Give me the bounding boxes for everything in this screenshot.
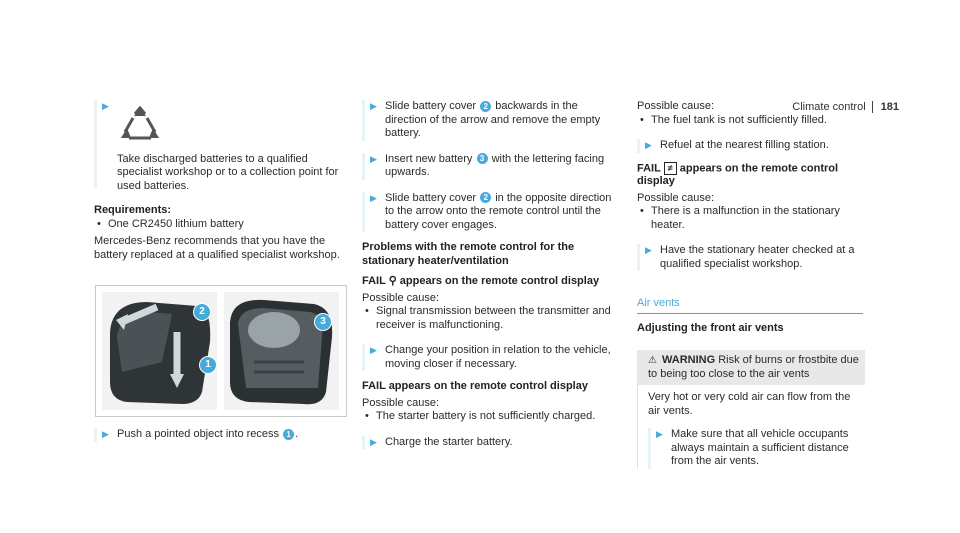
- callout-2: 2: [193, 303, 211, 321]
- fail-heater-heading: [637, 162, 865, 189]
- column-2: [362, 100, 620, 449]
- recycle-note: [94, 100, 342, 192]
- bullet-arrow-icon: ▶: [656, 429, 663, 440]
- step-text: Have the stationary heater checked at a qualified specialist workshop.: [660, 244, 855, 270]
- bullet-arrow-icon: ▶: [370, 436, 377, 447]
- recommend-text: Mercedes-Benz recommends that you have the battery replaced at a qualified specialist workshop.: [94, 235, 340, 261]
- bullet-arrow-icon: ▶: [645, 140, 652, 150]
- step-text: Insert new battery: [385, 152, 473, 165]
- step-maintain-distance: [648, 428, 865, 469]
- possible-cause-label: Possible cause:: [637, 191, 715, 204]
- step-change-position: [362, 344, 620, 371]
- bullet-arrow-icon: ▶: [370, 345, 377, 355]
- bullet-arrow-icon: ▶: [370, 153, 377, 164]
- cause-list: [362, 305, 620, 332]
- section-title: Climate control: [792, 101, 866, 113]
- bullet-arrow-icon: ▶: [370, 192, 377, 203]
- battery-figure: [95, 285, 347, 417]
- warning-label: WARNING: [662, 354, 716, 367]
- figure-right-panel: [224, 292, 339, 410]
- fail-signal-heading: FAIL ⚲ appears on the remote control display: [362, 275, 600, 287]
- cause-list: [362, 410, 620, 424]
- list-item: • Signal transmission between the transmitter and receiver is malfunctioning.: [376, 305, 620, 332]
- list-item: • The fuel tank is not sufficiently filled.: [651, 114, 865, 128]
- badge-2: 2: [480, 101, 491, 112]
- step-charge-battery: [362, 436, 620, 450]
- bullet-arrow-icon: ▶: [645, 245, 652, 256]
- recycle-icon: [117, 106, 163, 146]
- column-1: [94, 100, 342, 262]
- step-text: Make sure that all vehicle occupants always maintain a sufficient distance from the air vents.: [671, 428, 849, 468]
- warning-text: Risk of burns or frostbite due to being too close to the air vents: [648, 354, 859, 380]
- step-text: Slide battery cover: [385, 191, 477, 204]
- fail-battery-heading: FAIL appears on the remote control display: [362, 380, 588, 392]
- problems-heading: Problems with the remote control for the stationary heater/ventilation: [362, 241, 575, 267]
- step-text: Charge the starter battery.: [385, 435, 513, 448]
- badge-1: 1: [283, 429, 294, 440]
- bullet-arrow-icon: ▶: [102, 429, 109, 439]
- requirements: [94, 204, 342, 262]
- step-text: Push a pointed object into recess: [117, 428, 280, 440]
- fail-label: FAIL: [637, 161, 661, 174]
- cause-list: [637, 114, 865, 128]
- step-text: Change your position in relation to the vehicle, moving closer if necessary.: [385, 344, 611, 370]
- possible-cause-label: Possible cause:: [362, 291, 440, 304]
- requirements-list: [94, 218, 342, 232]
- cause-list: [637, 205, 865, 232]
- callout-3: 3: [314, 313, 332, 331]
- step-text: Slide battery cover: [385, 100, 477, 112]
- vents-text: Very hot or very cold air can flow from the air vents.: [648, 391, 851, 417]
- step-text: in the opposite direction to the arrow onto the remote control until the battery cover engages.: [385, 191, 612, 231]
- step-slide-cover-back: [362, 192, 620, 233]
- page-number: 181: [872, 101, 899, 113]
- requirements-heading: Requirements:: [94, 204, 172, 216]
- callout-1: 1: [199, 356, 217, 374]
- fail-suffix: appears on the remote control display: [637, 161, 839, 188]
- bullet-arrow-icon: ▶: [102, 101, 109, 111]
- list-item: • One CR2450 lithium battery: [108, 218, 342, 232]
- step-heater-check: [637, 244, 865, 271]
- warning-box: [638, 350, 865, 385]
- air-vents-title: Air vents: [637, 297, 863, 314]
- badge-3: 3: [477, 153, 488, 164]
- step-text: backwards in the direction of the arrow and remove the empty battery.: [385, 100, 601, 139]
- step-text: with the lettering facing upwards.: [385, 152, 605, 178]
- list-item: • There is a malfunction in the stationary heater.: [651, 205, 865, 232]
- remote-open-image: [224, 292, 339, 410]
- step-text: Refuel at the nearest filling station.: [660, 139, 829, 151]
- badge-2: 2: [480, 192, 491, 203]
- recycle-text: Take discharged batteries to a qualified specialist workshop or to a collection point for used batteries.: [117, 152, 339, 192]
- bullet-arrow-icon: ▶: [370, 101, 377, 111]
- list-item: • The starter battery is not sufficiently charged.: [376, 410, 620, 424]
- possible-cause-label: Possible cause:: [362, 396, 440, 409]
- step-push-recess: ▶ Push a pointed object into recess 1 .: [94, 428, 347, 442]
- adjusting-heading: Adjusting the front air vents: [637, 321, 784, 334]
- possible-cause-label: Possible cause:: [637, 100, 715, 112]
- warning-triangle-icon: ⚠: [648, 355, 657, 367]
- step-slide-cover: [362, 100, 620, 141]
- heater-fault-icon: ≠: [664, 162, 677, 175]
- column-3: [637, 100, 865, 469]
- step-insert-battery: [362, 153, 620, 180]
- step-refuel: [637, 139, 865, 153]
- warning-block: [637, 350, 865, 469]
